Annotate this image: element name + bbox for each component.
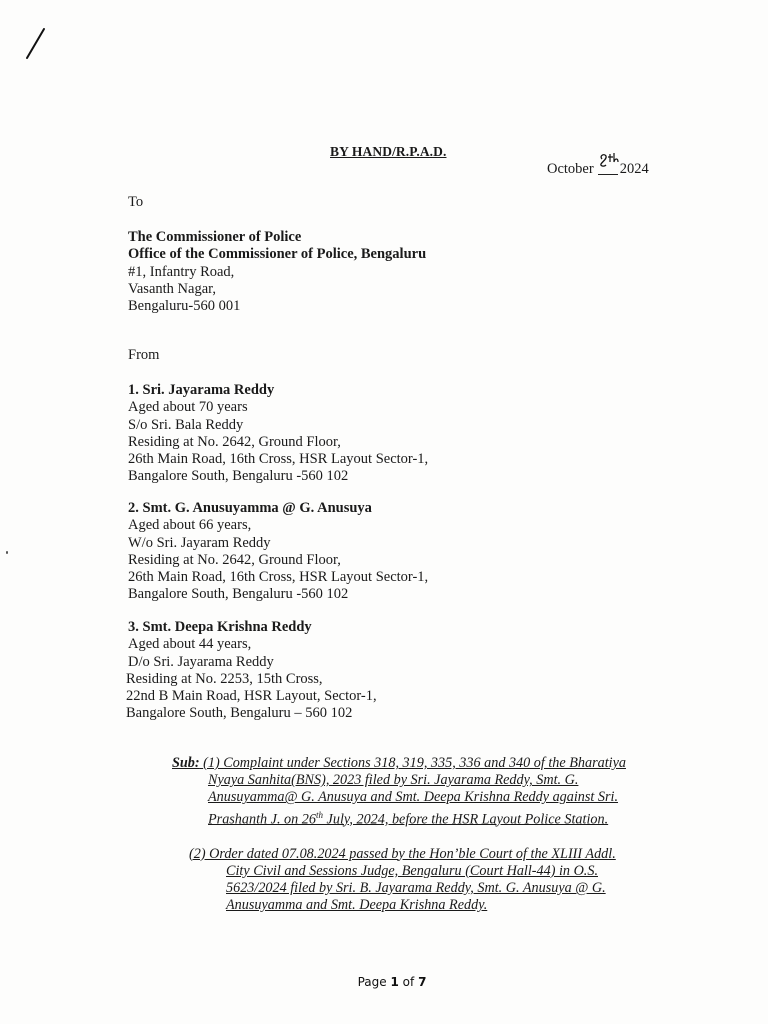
sender-detail-line: Bangalore South, Bengaluru -560 102: [128, 586, 349, 603]
subject-item-2-line: 5623/2024 filed by Sri. B. Jayarama Reddy, Smt. G. Anusuya @ G.: [226, 879, 606, 896]
sender-detail-line: 26th Main Road, 16th Cross, HSR Layout Sector-1,: [128, 451, 429, 468]
subject-item-2-line: (2) Order dated 07.08.2024 passed by the Hon’ble Court of the XLIII Addl.: [189, 845, 616, 862]
addressee-title: The Commissioner of Police: [128, 229, 302, 245]
sender-name: 2. Smt. G. Anusuyamma @ G. Anusuya: [128, 500, 372, 516]
from-label: From: [128, 347, 160, 363]
addressee-address-line: Bengaluru-560 001: [128, 298, 241, 315]
page-current: 1: [390, 975, 399, 989]
sender-detail-line: Aged about 70 years: [128, 399, 248, 416]
sender-name: 1. Sri. Jayarama Reddy: [128, 382, 275, 398]
sender-detail-line: Bangalore South, Bengaluru -560 102: [128, 468, 349, 485]
handwritten-slash-mark: [22, 26, 48, 67]
sender-detail-line: 22nd B Main Road, HSR Layout, Sector-1,: [126, 688, 377, 705]
sender-detail-line: Aged about 44 years,: [128, 636, 252, 653]
addressee-address-line: Vasanth Nagar,: [128, 280, 216, 297]
subject-line: [172, 755, 662, 772]
page-of: of: [402, 975, 415, 989]
sender-detail-line: Residing at No. 2642, Ground Floor,: [128, 433, 341, 450]
subject-block: [172, 755, 662, 914]
sender-name: 3. Smt. Deepa Krishna Reddy: [128, 619, 312, 635]
sender-block: [128, 382, 428, 486]
sender-detail-line: Bangalore South, Bengaluru – 560 102: [126, 705, 353, 722]
subject-item-1-line: (1) Complaint under Sections 318, 319, 335, 336 and 340 of the Bharatiya: [203, 755, 626, 771]
sender-detail-line: Residing at No. 2253, 15th Cross,: [126, 670, 323, 687]
letter-date: [547, 160, 649, 178]
subject-label: Sub:: [172, 755, 200, 771]
sender-detail-line: 26th Main Road, 16th Cross, HSR Layout Sector-1,: [128, 569, 429, 586]
subject-item-1-line: [172, 807, 662, 829]
date-year: 2024: [619, 161, 649, 177]
date-month: October: [547, 161, 594, 177]
addressee-block: [128, 229, 426, 315]
sender-detail-line: Aged about 66 years,: [128, 517, 252, 534]
subject-item-1-line: Nyaya Sanhita(BNS), 2023 filed by Sri. Jayarama Reddy, Smt. G.: [208, 772, 579, 789]
addressee-address-line: #1, Infantry Road,: [128, 263, 235, 280]
subject-text: Prashanth J. on 26: [208, 811, 316, 828]
subject-item-2-line: City Civil and Sessions Judge, Bengaluru (Court Hall-44) in O.S.: [226, 862, 598, 879]
page-total: 7: [418, 975, 427, 989]
sender-block: [128, 500, 428, 604]
delivery-mode-heading: BY HAND/R.P.A.D.: [330, 144, 447, 159]
scan-speck: [6, 551, 8, 554]
sender-block: [128, 619, 377, 723]
sender-detail-line: S/o Sri. Bala Reddy: [128, 416, 244, 433]
page-label: Page: [357, 975, 387, 989]
sender-detail-line: Residing at No. 2642, Ground Floor,: [128, 551, 341, 568]
subject-item-2-line: Anusuyamma and Smt. Deepa Krishna Reddy.: [226, 897, 488, 914]
to-label: To: [128, 194, 144, 210]
handwritten-day: [598, 160, 618, 175]
page-number: [0, 975, 768, 989]
sender-detail-line: D/o Sri. Jayarama Reddy: [128, 653, 274, 670]
ordinal-suffix: th: [315, 809, 323, 820]
subject-item-1-line: Anusuyamma@ G. Anusuya and Smt. Deepa Krishna Reddy against Sri.: [208, 789, 619, 806]
addressee-office: Office of the Commissioner of Police, Bengaluru: [128, 246, 427, 263]
sender-detail-line: W/o Sri. Jayaram Reddy: [128, 534, 271, 551]
subject-text: July, 2024, before the HSR Layout Police Station.: [323, 811, 609, 828]
